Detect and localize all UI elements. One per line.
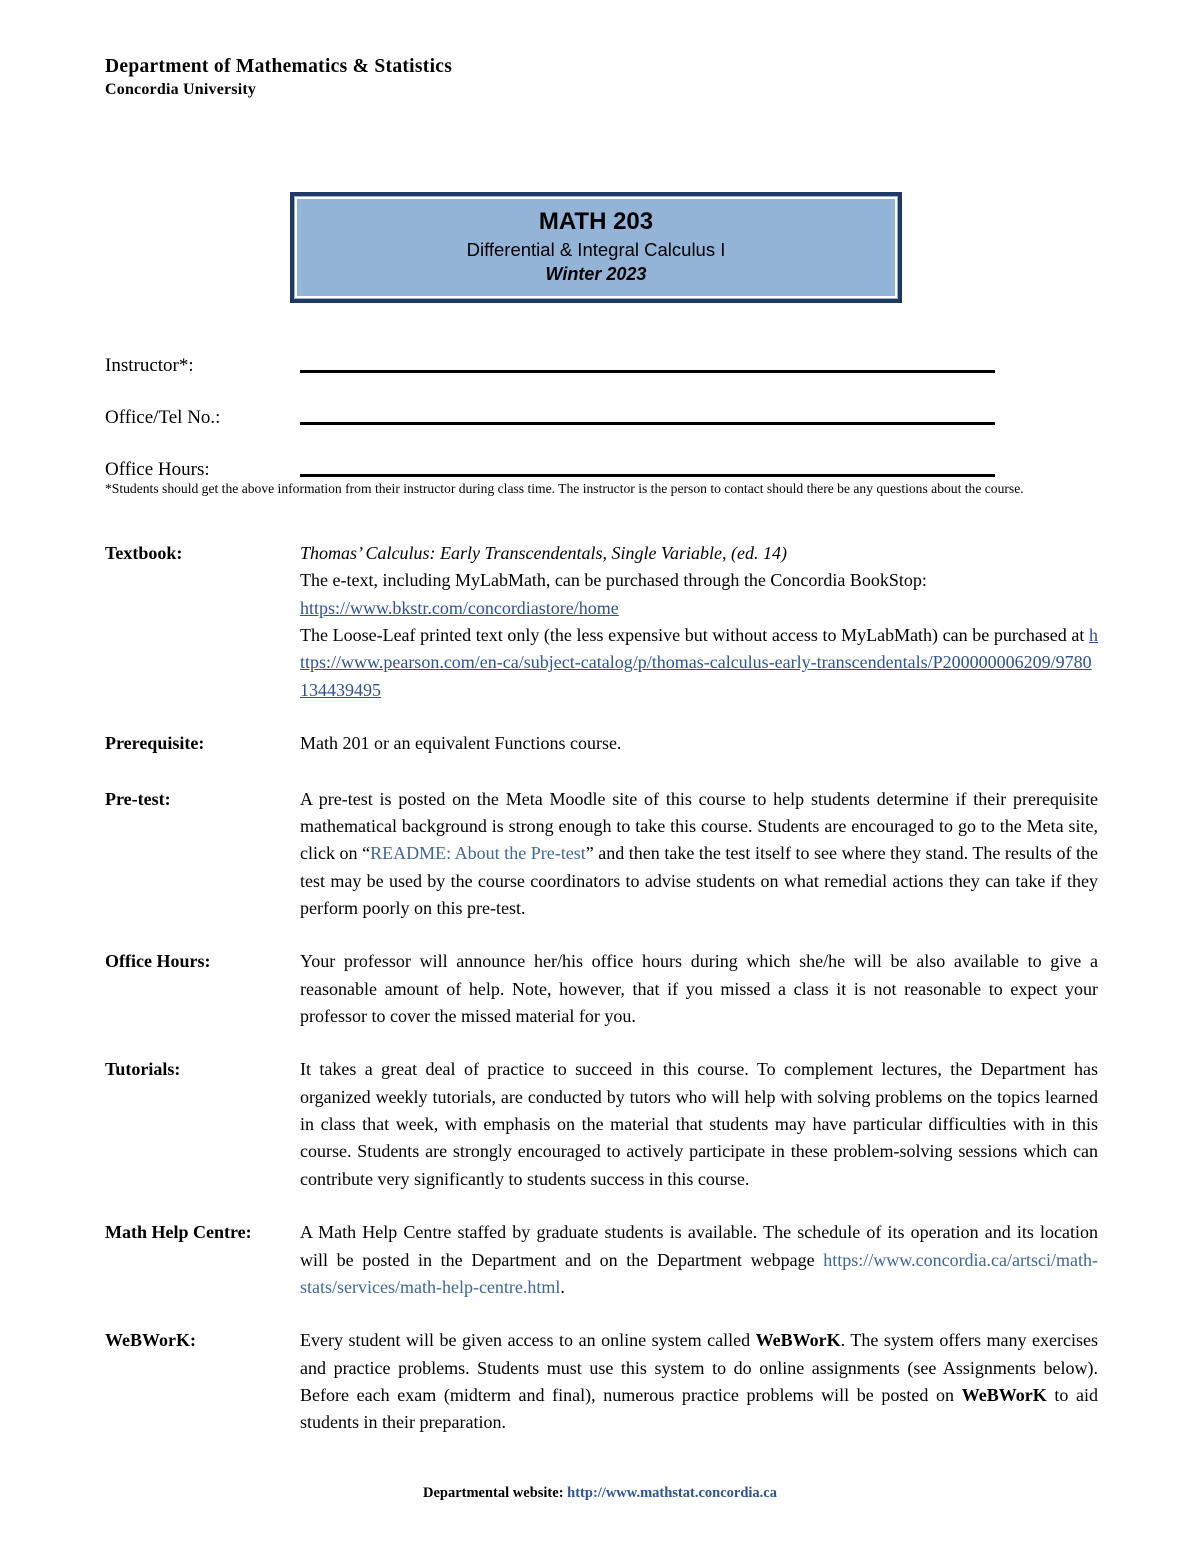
footer-label: Departmental website: <box>422 1485 564 1501</box>
section-webwork <box>105 1327 1098 1436</box>
instructor-fields <box>105 328 995 484</box>
textbook-etext-line: The e-text, including MyLabMath, can be purchased through the Concordia BookStop: <box>300 570 927 591</box>
instructor-label: Instructor*: <box>105 355 194 377</box>
office-tel-label: Office/Tel No.: <box>105 407 221 429</box>
instructor-input-line[interactable] <box>300 369 995 373</box>
pearson-link[interactable]: https://www.pearson.com/en-ca/subject-catalog/p/thomas-calculus-early-transcendentals/P200000006209/9780134439495 <box>300 625 1098 700</box>
office-hours-input-line[interactable] <box>300 473 995 477</box>
section-label-textbook: Textbook: <box>105 543 183 563</box>
section-body-prerequisite <box>300 730 1098 757</box>
math-help-centre-link[interactable]: https://www.concordia.ca/artsci/math-stats/services/math-help-centre.html <box>300 1249 1098 1297</box>
course-title-box <box>291 193 901 302</box>
pretest-text-after: ” and then take the test itself to see where they stand. The results of the test may be used by the course coordinators to advise students on what remedial actions they can take if they perform poorly on this pre-test. <box>300 843 1098 918</box>
section-body-webwork <box>300 1327 1098 1436</box>
footer-website-link[interactable]: http://www.mathstat.concordia.ca <box>567 1485 777 1501</box>
section-label-pretest: Pre-test: <box>105 788 171 809</box>
section-tutorials <box>105 1056 1098 1193</box>
webwork-part1: Every student will be given access to an online system called <box>300 1330 756 1351</box>
field-row-office-tel <box>105 380 995 432</box>
course-code: MATH 203 <box>538 208 654 235</box>
section-label-tutorials: Tutorials: <box>105 1059 181 1080</box>
tutorials-text: It takes a great deal of practice to succeed in this course. To complement lectures, the Department has organized weekly tutorials, are conducted by tutors who will help with solving problems on the topics learned in class that week, with emphasis on the material that students may have particular difficulties with in this course. Students are strongly encouraged to actively participate in these problem-solving sessions which can contribute very significantly to students success in this course. <box>300 1059 1098 1189</box>
field-row-office-hours <box>105 432 995 484</box>
instructor-footnote: *Students should get the above information from their instructor during class time. The instructor is the person to contact should there be any questions about the course. <box>105 481 1024 496</box>
textbook-looseleaf-line: The Loose-Leaf printed text only (the less expensive but without access to MyLabMath) can be purchased at <box>300 625 1089 646</box>
section-pretest <box>105 786 1098 923</box>
section-label-prerequisite: Prerequisite: <box>105 733 205 754</box>
readme-pretest-link[interactable]: README: About the Pre-test <box>370 843 586 864</box>
section-textbook <box>105 540 1098 704</box>
math-help-text-after: . <box>560 1276 565 1297</box>
course-term: Winter 2023 <box>545 263 647 284</box>
section-body-tutorials <box>300 1056 1098 1193</box>
course-name: Differential & Integral Calculus I <box>466 238 726 260</box>
section-label-office-hours: Office Hours: <box>105 951 211 972</box>
section-label-webwork: WeBWorK: <box>105 1330 196 1351</box>
section-body-office-hours <box>300 948 1098 1030</box>
section-body-math-help-centre <box>300 1219 1098 1301</box>
textbook-title: Thomas’ Calculus: Early Transcendentals, Single Variable, (ed. 14) <box>300 543 787 563</box>
math-help-text-before: A Math Help Centre staffed by graduate students is available. The schedule of its operation and its location will be posted in the Department and on the Department webpage <box>300 1222 1098 1270</box>
webwork-bold-2: WeBWorK <box>961 1384 1047 1405</box>
webwork-bold-1: WeBWorK <box>755 1330 841 1351</box>
prerequisite-text: Math 201 or an equivalent Functions course. <box>300 733 622 754</box>
syllabus-sections <box>105 540 1098 1459</box>
office-hours-text: Your professor will announce her/his office hours during which she/he will be also available to give a reasonable amount of help. Note, however, that if you missed a class it is not reasonable to expect your professor to cover the missed material for you. <box>300 951 1098 1027</box>
office-tel-input-line[interactable] <box>300 421 995 425</box>
university-name: Concordia University <box>105 81 257 99</box>
department-name: Department of Mathematics & Statistics <box>105 56 453 77</box>
field-row-instructor <box>105 328 995 380</box>
pretest-text-before: A pre-test is posted on the Meta Moodle site of this course to help students determine if their prerequisite mathematical background is strong enough to take this course. Students are encouraged to go to the Meta site, click on “ <box>300 788 1098 864</box>
webwork-part2: . The system offers many exercises and practice problems. Students must use this system to do online assignments (see Assignments below). Before each exam (midterm and final), numerous practice problems will be posted on <box>300 1330 1099 1405</box>
section-office-hours <box>105 948 1098 1030</box>
webwork-part3: to aid students in their preparation. <box>300 1384 1098 1433</box>
section-prerequisite <box>105 730 1098 757</box>
office-hours-label: Office Hours: <box>105 459 210 481</box>
department-header <box>105 55 1005 101</box>
page-footer <box>0 1485 1200 1502</box>
section-body-textbook <box>300 540 1098 704</box>
bookstop-link[interactable]: https://www.bkstr.com/concordiastore/home <box>300 597 619 618</box>
section-body-pretest <box>300 786 1098 923</box>
section-label-math-help-centre: Math Help Centre: <box>105 1222 252 1243</box>
section-math-help-centre <box>105 1219 1098 1301</box>
